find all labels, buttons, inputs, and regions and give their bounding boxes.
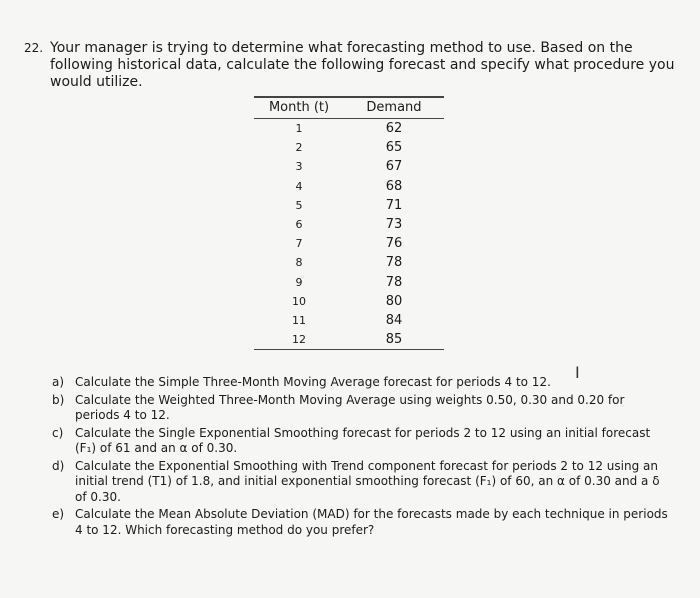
table-row xyxy=(254,119,444,139)
demand-table xyxy=(254,96,444,350)
demand-cell: 76 xyxy=(385,236,403,252)
month-cell: 8 xyxy=(295,256,303,270)
demand-cell: 68 xyxy=(385,178,403,194)
month-cell: 3 xyxy=(295,160,303,174)
month-cell: 1 xyxy=(295,122,303,136)
month-cell: 10 xyxy=(292,294,306,308)
month-cell: 6 xyxy=(295,218,303,232)
table-row xyxy=(254,273,444,292)
table-body xyxy=(254,119,444,350)
part-label: c) xyxy=(52,425,64,440)
question-part xyxy=(52,459,672,506)
question-part xyxy=(52,507,672,538)
month-cell: 7 xyxy=(295,237,303,251)
part-text: Calculate the Mean Absolute Deviation (MAD) for the forecasts made by each technique in periods 4 to 12. Which forecasting method do you prefer? xyxy=(75,507,668,537)
demand-cell: 62 xyxy=(385,121,403,137)
demand-cell: 73 xyxy=(385,217,403,233)
table-row xyxy=(254,234,444,253)
month-cell: 4 xyxy=(295,179,303,193)
question-parts xyxy=(52,375,672,540)
part-text: Calculate the Weighted Three-Month Moving Average using weights 0.50, 0.30 and 0.20 for periods 4 to 12. xyxy=(75,392,625,422)
part-label: e) xyxy=(52,507,65,521)
table-row xyxy=(254,196,444,215)
part-text: Calculate the Single Exponential Smoothing forecast for periods 2 to 12 using an initial forecast (F₁) of 61 and an α of 0.30. xyxy=(75,425,651,455)
question-text: Your manager is trying to determine what forecasting method to use. Based on the following historical data, calculate the following forecast and specify what procedure you would utilize. xyxy=(50,40,675,90)
month-cell: 12 xyxy=(254,330,344,350)
month-cell: 2 xyxy=(295,141,303,155)
part-text: Calculate the Exponential Smoothing with Trend component forecast for periods 2 to 12 using an initial trend (T1) of 1.8, and initial exponential smoothing forecast (F₁) of 60, an α of 0.30 and a δ of 0.30. xyxy=(75,458,660,504)
question-header xyxy=(24,40,684,91)
table-header-row xyxy=(254,97,444,119)
table-row xyxy=(254,157,444,176)
table-row xyxy=(254,253,444,272)
demand-cell: 84 xyxy=(385,312,403,328)
question-number: 22. xyxy=(24,41,44,55)
part-text: Calculate the Simple Three-Month Moving Average forecast for periods 4 to 12. xyxy=(75,375,551,389)
part-label: a) xyxy=(52,375,65,389)
demand-cell: 67 xyxy=(385,159,403,175)
month-cell: 9 xyxy=(295,275,303,289)
demand-cell: 78 xyxy=(385,255,403,271)
text-cursor-icon: I xyxy=(575,363,580,382)
part-label: b) xyxy=(52,392,65,407)
question-part xyxy=(52,375,672,391)
question-part xyxy=(52,393,672,424)
table-row xyxy=(254,138,444,157)
part-label: d) xyxy=(52,458,65,473)
month-cell: 11 xyxy=(292,313,306,327)
month-column-header: Month (t) xyxy=(254,97,344,119)
question-part xyxy=(52,426,672,457)
demand-cell: 71 xyxy=(385,197,403,213)
table-row xyxy=(254,292,444,311)
table-row xyxy=(254,330,444,350)
month-cell: 5 xyxy=(295,198,303,212)
table-row xyxy=(254,177,444,196)
demand-cell: 80 xyxy=(385,293,403,309)
demand-cell: 85 xyxy=(344,330,444,350)
table-row xyxy=(254,311,444,330)
demand-cell: 78 xyxy=(385,274,403,290)
demand-column-header: Demand xyxy=(344,97,444,119)
demand-cell: 65 xyxy=(385,140,403,156)
table-row xyxy=(254,215,444,234)
